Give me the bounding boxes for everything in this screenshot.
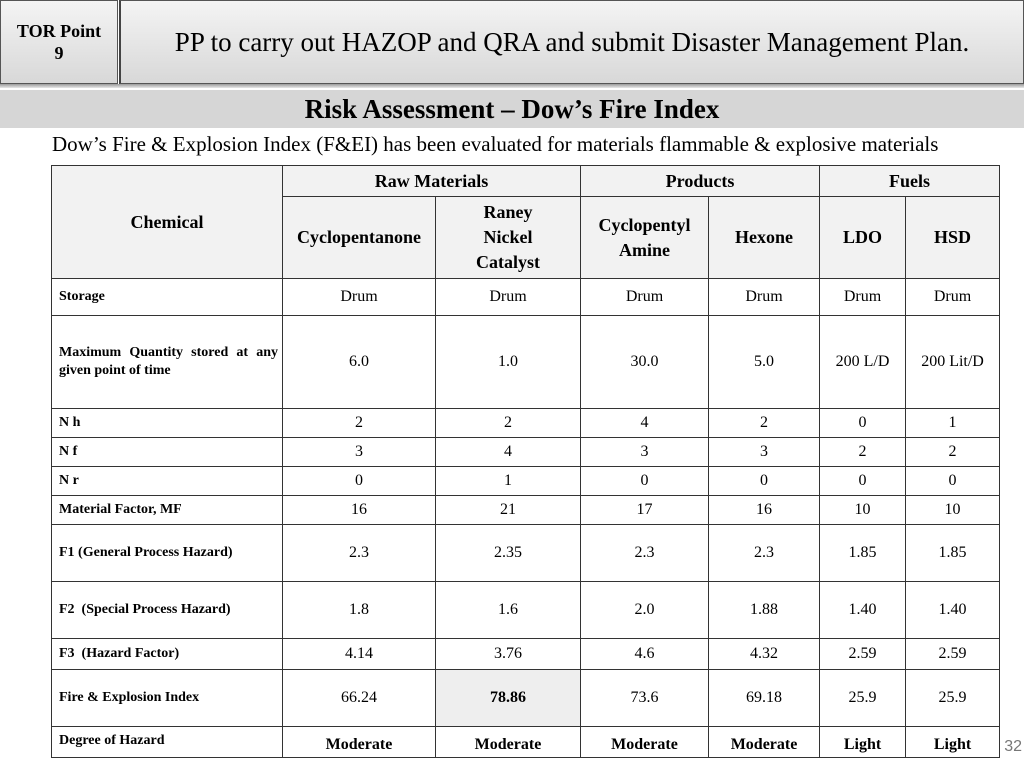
table-row (52, 639, 1000, 670)
table-cell: 2.0 (581, 582, 709, 639)
table-cell: 4 (436, 438, 581, 467)
table-cell: 30.0 (581, 316, 709, 409)
table-cell: 2.3 (283, 525, 436, 582)
table-cell: Moderate (283, 727, 436, 758)
table-cell: Moderate (581, 727, 709, 758)
row-label: F2 (Special Process Hazard) (52, 582, 283, 639)
table-cell: Drum (906, 279, 1000, 316)
table-cell: 3 (709, 438, 820, 467)
table-cell: 2.35 (436, 525, 581, 582)
table-cell: 25.9 (906, 670, 1000, 727)
table-cell: 1.85 (820, 525, 906, 582)
table-cell: 0 (709, 467, 820, 496)
tor-point-label: TOR Point (16, 21, 102, 41)
table-cell: 16 (709, 496, 820, 525)
table-cell: 3.76 (436, 639, 581, 670)
table-cell: 2 (709, 409, 820, 438)
row-label: Storage (52, 279, 283, 316)
table-cell: 2.59 (820, 639, 906, 670)
row-label: Degree of Hazard (52, 727, 283, 758)
table-row (52, 409, 1000, 438)
table-cell: 25.9 (820, 670, 906, 727)
table-cell-highlighted: 78.86 (436, 670, 581, 727)
table-row (52, 467, 1000, 496)
section-title: Risk Assessment – Dow’s Fire Index (304, 93, 720, 124)
table-cell: Light (906, 727, 1000, 758)
table-cell: Drum (283, 279, 436, 316)
slide-title-box (119, 0, 1024, 84)
slide-title: PP to carry out HAZOP and QRA and submit Disaster Management Plan. (174, 26, 970, 57)
row-label: N r (52, 467, 283, 496)
table-cell: 73.6 (581, 670, 709, 727)
tor-point-number: 9 (54, 43, 64, 63)
column-header-raney-nickel-catalyst (436, 197, 581, 279)
table-cell: Drum (436, 279, 581, 316)
table-row (52, 582, 1000, 639)
table-cell: 2 (436, 409, 581, 438)
table-row (52, 496, 1000, 525)
table-row (52, 438, 1000, 467)
column-header-cyclopentyl-amine (581, 197, 709, 279)
subtitle: Dow’s Fire & Explosion Index (F&EI) has been evaluated for materials flammable & explosive materials (52, 132, 939, 156)
table-cell: 16 (283, 496, 436, 525)
section-title-band (0, 90, 1024, 128)
column-header-cyclopentanone: Cyclopentanone (283, 197, 436, 279)
table-cell: 21 (436, 496, 581, 525)
table-cell: 3 (283, 438, 436, 467)
table-cell: 0 (906, 467, 1000, 496)
table-cell: 10 (820, 496, 906, 525)
table-cell: 2.3 (709, 525, 820, 582)
table-cell: Drum (820, 279, 906, 316)
table-cell: 5.0 (709, 316, 820, 409)
table-cell: 4 (581, 409, 709, 438)
table-cell: 66.24 (283, 670, 436, 727)
table-cell: 1.8 (283, 582, 436, 639)
table-cell: 1 (436, 467, 581, 496)
group-header-products: Products (581, 166, 820, 197)
table-cell: 2 (283, 409, 436, 438)
row-label: F3 (Hazard Factor) (52, 639, 283, 670)
table-cell: 10 (906, 496, 1000, 525)
table-cell: 2 (906, 438, 1000, 467)
table-cell: Moderate (436, 727, 581, 758)
column-header-ldo: LDO (820, 197, 906, 279)
table-cell: 2.3 (581, 525, 709, 582)
table-row (52, 279, 1000, 316)
table-cell: 1.40 (906, 582, 1000, 639)
column-header-hexone: Hexone (709, 197, 820, 279)
header-shadow (0, 84, 1024, 88)
table-row (52, 727, 1000, 758)
row-label: Maximum Quantity stored at any given point of time (52, 316, 283, 409)
table-cell: 1 (906, 409, 1000, 438)
table-cell: Moderate (709, 727, 820, 758)
table-cell: Drum (581, 279, 709, 316)
row-label: N h (52, 409, 283, 438)
table-cell: 6.0 (283, 316, 436, 409)
table-cell: Light (820, 727, 906, 758)
row-label: F1 (General Process Hazard) (52, 525, 283, 582)
table-cell: 4.14 (283, 639, 436, 670)
table-cell: 2.59 (906, 639, 1000, 670)
table-cell: 0 (283, 467, 436, 496)
tor-point-box (0, 0, 118, 84)
chemical-header: Chemical (52, 166, 283, 279)
table-cell: 17 (581, 496, 709, 525)
cyclopentyl-amine-label: Cyclopentyl Amine (598, 214, 691, 260)
table-row (52, 525, 1000, 582)
table-cell: 69.18 (709, 670, 820, 727)
page-number: 32 (1004, 738, 1022, 755)
table-cell: 1.6 (436, 582, 581, 639)
row-label: N f (52, 438, 283, 467)
fei-table (51, 165, 1000, 758)
table-cell: 0 (581, 467, 709, 496)
table-cell: 4.6 (581, 639, 709, 670)
table-cell: 0 (820, 409, 906, 438)
table-cell: 4.32 (709, 639, 820, 670)
table-row (52, 670, 1000, 727)
table-cell: Drum (709, 279, 820, 316)
table-cell: 200 L/D (820, 316, 906, 409)
table-cell: 1.85 (906, 525, 1000, 582)
table-cell: 1.88 (709, 582, 820, 639)
table-cell: 200 Lit/D (906, 316, 1000, 409)
raney-nickel-label: Raney Nickel Catalyst (476, 202, 540, 272)
group-header-fuels: Fuels (820, 166, 1000, 197)
row-label: Material Factor, MF (52, 496, 283, 525)
group-header-raw-materials: Raw Materials (283, 166, 581, 197)
column-header-hsd: HSD (906, 197, 1000, 279)
table-cell: 2 (820, 438, 906, 467)
table-cell: 1.0 (436, 316, 581, 409)
table-cell: 1.40 (820, 582, 906, 639)
table-cell: 3 (581, 438, 709, 467)
table-row (52, 316, 1000, 409)
row-label: Fire & Explosion Index (52, 670, 283, 727)
table-cell: 0 (820, 467, 906, 496)
